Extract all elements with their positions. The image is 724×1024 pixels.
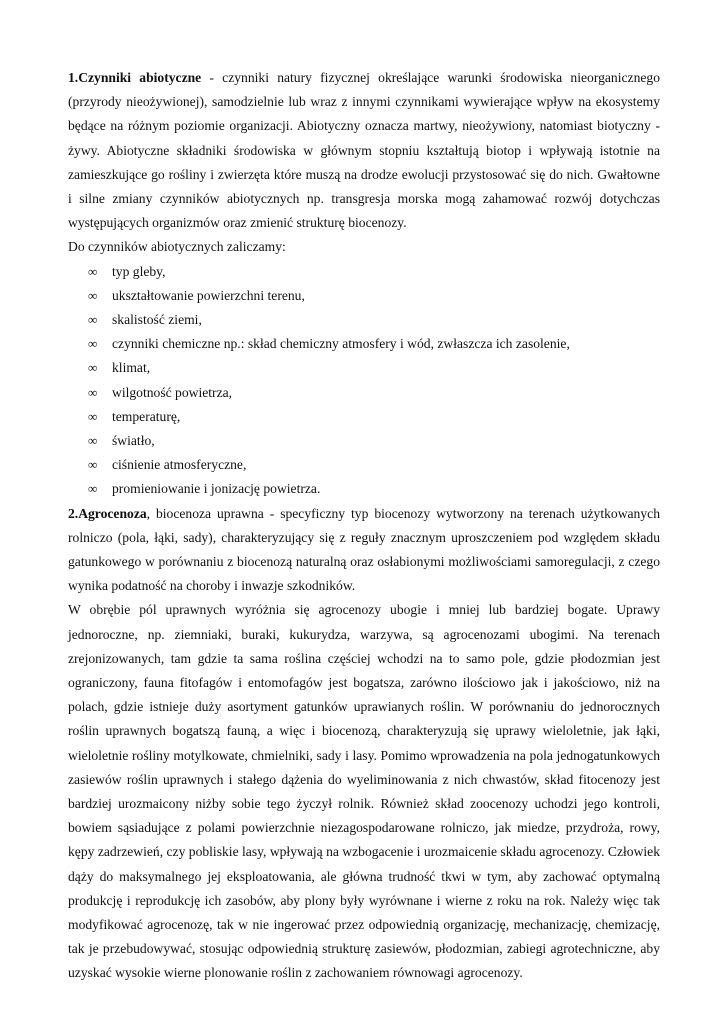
section2-paragraph-2: W obrębie pól uprawnych wyróżnia się agrocenozy ubogie i mniej lub bardziej bogate. Uprawy jednoroczne, np. ziemniaki, buraki, kukurydza, warzywa, są agrocenozami ubogimi. Na terenach zrejonizowanych, tam gdzie ta sama roślina częściej wchodzi na to samo pole, gdzie płodozmian jest ograniczony, fauna fitofagów i entomofagów jest bogatsza, zarówno ilościowo jak i jakościowo, niż na polach, gdzie istnieje duży asortyment gatunków uprawianych roślin. W porównaniu do jednorocznych roślin uprawnych bogatszą fauną, a więc i biocenozą, charakteryzują się uprawy wieloletnie, jak łąki, wieloletnie rośliny motylkowate, chmielniki, sady i lasy. Pomimo wprowadzenia na pola jednogatunkowych zasiewów roślin uprawnych i stałego dążenia do wyeliminowania z nich chwastów, skład fitocenozy jest bardziej urozmaicony niżby sobie tego życzył rolnik. Również skład zoocenozy uchodzi jego kontroli, bowiem sąsiadujące z polami powierzchnie niezagospodarowane rolniczo, jak miedze, przydroża, rowy, kępy zadrzewień, czy pobliskie lasy, wpływają na wzbogacenie i urozmaicenie składu agrocenozy. Człowiek dąży do maksymalnego jej eksploatowania, ale główna trudność tkwi w tym, aby zachować optymalną produkcję i reprodukcję ich zasobów, aby plony były wyrównane i wierne z roku na rok. Należy więc tak modyfikować agrocenozę, tak w nie ingerować przez odpowiednią organizację, mechanizację, chemizację, tak je przebudowywać, stosując odpowiednią strukturę zasiewów, płodozmian, zabiegi agrotechniczne, aby uzyskać wysokie wierne plonowanie roślin z zachowaniem równowagi agrocenozy.: [68, 602, 660, 981]
bullet-icon: ∞: [88, 384, 98, 400]
bullet-icon: ∞: [88, 408, 98, 424]
list-item-text: promieniowanie i jonizację powietrza.: [112, 481, 321, 497]
list-item-text: ukształtowanie powierzchni terenu,: [112, 287, 305, 303]
bullet-icon: ∞: [88, 481, 98, 497]
bullet-icon: ∞: [88, 287, 98, 303]
list-item: [68, 356, 660, 380]
list-item: [68, 260, 660, 284]
section1-heading: 1.Czynniki abiotyczne: [68, 70, 202, 85]
list-item: [68, 405, 660, 429]
list-item-text: ciśnienie atmosferyczne,: [112, 457, 247, 473]
section2-paragraph: [68, 502, 660, 599]
bullet-icon: ∞: [88, 336, 98, 352]
list-item-text: wilgotność powietrza,: [112, 384, 233, 400]
section2-heading: 2.Agrocenoza: [68, 505, 147, 521]
bullet-icon: ∞: [88, 360, 98, 376]
bullet-icon: ∞: [88, 312, 98, 327]
abiotic-factor-list: [68, 260, 660, 502]
list-item: [68, 453, 660, 477]
list-item: [68, 308, 660, 332]
list-item: [68, 332, 660, 356]
list-item-text: czynniki chemiczne np.: skład chemiczny atmosfery i wód, zwłaszcza ich zasolenie,: [112, 336, 570, 352]
list-item-text: temperaturę,: [112, 408, 181, 424]
bullet-icon: ∞: [88, 457, 98, 473]
section2-body: , biocenoza uprawna - specyficzny typ biocenozy wytworzony na terenach użytkowanych rolniczo (pola, łąki, sady), charakteryzujący się z reguły znacznym uproszczeniem pod względem składu gatunkowego w porównaniu z biocenozą naturalną oraz osłabionymi możliwościami samoregulacji, z czego wynika podatność na choroby i inwazje szkodników.: [68, 505, 660, 594]
list-item-text: typ gleby,: [112, 263, 166, 279]
list-item: [68, 477, 660, 501]
list-item: [68, 429, 660, 453]
bullet-icon: ∞: [88, 263, 98, 279]
bullet-icon: ∞: [88, 432, 98, 448]
section1-paragraph: [68, 66, 660, 235]
section1-body: - czynniki natury fizycznej określające warunki środowiska nieorganicznego (przyrody nieożywionej), samodzielnie lub wraz z innymi czynnikami wywierające wpływ na ekosystemy będące na różnym poziomie organizacji. Abiotyczny oznacza martwy, nieożywiony, natomiast biotyczny - żywy. Abiotyczne składniki środowiska w głównym stopniu kształtują biotop i wpływają istotnie na zamieszkujące go rośliny i zwierzęta które muszą na drodze ewolucji przystosować się do nich. Gwałtowne i silne zmiany czynników abiotycznych np. transgresja morska mogą zahamować rozwój dotychczas występujących organizmów oraz zmienić strukturę biocenozy.: [68, 70, 660, 231]
list-item-text: skalistość ziemi,: [112, 312, 202, 327]
section1-list-intro: Do czynników abiotycznych zaliczamy:: [68, 239, 286, 255]
list-item: [68, 284, 660, 308]
list-item: [68, 381, 660, 405]
list-item-text: światło,: [112, 432, 155, 448]
list-item-text: klimat,: [112, 360, 151, 376]
